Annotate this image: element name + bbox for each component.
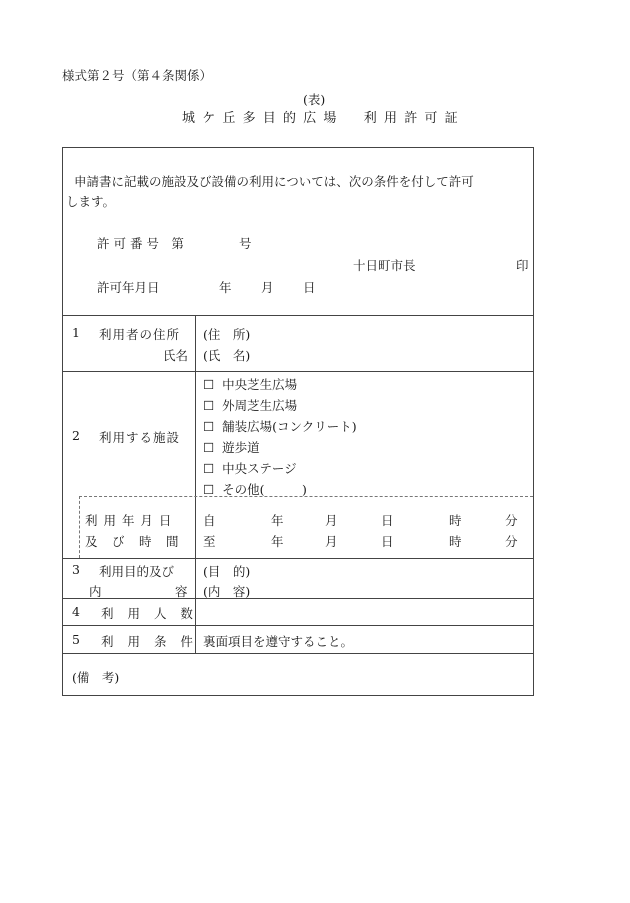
user-address-label: 利用者の住所 bbox=[99, 327, 181, 342]
hour-field[interactable]: 時 bbox=[449, 534, 462, 549]
row-number: 5 bbox=[72, 632, 80, 647]
day-field[interactable]: 日 bbox=[381, 534, 394, 549]
row-number: 3 bbox=[72, 562, 80, 577]
checkbox-icon[interactable]: ☐ bbox=[203, 377, 215, 392]
year-field[interactable]: 年 bbox=[271, 513, 284, 528]
from-label: 自 bbox=[203, 513, 216, 528]
checkbox-icon[interactable]: ☐ bbox=[203, 440, 215, 455]
permit-date-day: 日 bbox=[303, 280, 316, 295]
divider bbox=[63, 598, 533, 599]
month-field[interactable]: 月 bbox=[325, 513, 338, 528]
facility-option[interactable]: ☐ 遊歩道 bbox=[203, 440, 260, 455]
day-field[interactable]: 日 bbox=[381, 513, 394, 528]
form-number: 様式第２号（第４条関係） bbox=[62, 68, 213, 83]
to-label: 至 bbox=[203, 534, 216, 549]
issuer: 十日町市長 bbox=[353, 258, 416, 273]
period-label: 利 用 年 月 日 bbox=[85, 513, 173, 528]
divider bbox=[63, 315, 533, 316]
checkbox-icon[interactable]: ☐ bbox=[203, 461, 215, 476]
checkbox-icon[interactable]: ☐ bbox=[203, 398, 215, 413]
period-label: 及 び 時 間 bbox=[85, 534, 180, 549]
purpose-label: 内 bbox=[89, 584, 102, 599]
column-divider bbox=[195, 315, 196, 653]
month-field[interactable]: 月 bbox=[325, 534, 338, 549]
dashed-divider bbox=[79, 496, 80, 558]
conditions-value: 裏面項目を遵守すること。 bbox=[203, 634, 354, 649]
purpose-field[interactable]: (目 的) bbox=[203, 564, 251, 579]
permit-text-line2: します。 bbox=[66, 194, 116, 209]
seal-mark: 印 bbox=[516, 258, 529, 273]
permit-number-label: 許 可 番 号 第 bbox=[97, 236, 184, 251]
purpose-label: 利用目的及び bbox=[99, 564, 175, 579]
page-title: 城ケ丘多目的広場 利用許可証 bbox=[182, 111, 465, 126]
remarks-label: (備 考) bbox=[72, 670, 120, 685]
hour-field[interactable]: 時 bbox=[449, 513, 462, 528]
row-number: 1 bbox=[72, 325, 80, 340]
address-field[interactable]: (住 所) bbox=[203, 327, 251, 342]
row-number: 2 bbox=[72, 428, 80, 443]
facility-option[interactable]: ☐ 舗装広場(コンクリート) bbox=[203, 419, 357, 434]
divider bbox=[63, 653, 533, 654]
minute-field[interactable]: 分 bbox=[505, 513, 518, 528]
checkbox-icon[interactable]: ☐ bbox=[203, 482, 215, 497]
permit-text-line1: 申請書に記載の施設及び設備の利用については、次の条件を付して許可 bbox=[74, 174, 474, 189]
divider bbox=[63, 371, 533, 372]
checkbox-icon[interactable]: ☐ bbox=[203, 419, 215, 434]
permit-number-suffix: 号 bbox=[239, 236, 252, 251]
facility-option[interactable]: ☐ その他( ) bbox=[203, 482, 307, 497]
divider bbox=[63, 558, 533, 559]
facility-option[interactable]: ☐ 外周芝生広場 bbox=[203, 398, 298, 413]
minute-field[interactable]: 分 bbox=[505, 534, 518, 549]
side-label: (表) bbox=[303, 92, 326, 107]
conditions-label: 利 用 条 件 bbox=[101, 634, 198, 649]
permit-form bbox=[62, 147, 534, 696]
user-name-label: 氏名 bbox=[163, 348, 189, 363]
permit-date-month: 月 bbox=[261, 280, 274, 295]
name-field[interactable]: (氏 名) bbox=[203, 348, 251, 363]
row-number: 4 bbox=[72, 604, 80, 619]
facility-label: 利用する施設 bbox=[99, 430, 181, 445]
content-field[interactable]: (内 容) bbox=[203, 584, 251, 599]
purpose-label: 容 bbox=[175, 584, 188, 599]
year-field[interactable]: 年 bbox=[271, 534, 284, 549]
people-label: 利 用 人 数 bbox=[101, 606, 198, 621]
divider bbox=[63, 625, 533, 626]
permit-date-label: 許可年月日 bbox=[97, 280, 160, 295]
facility-option[interactable]: ☐ 中央ステージ bbox=[203, 461, 297, 476]
facility-option[interactable]: ☐ 中央芝生広場 bbox=[203, 377, 298, 392]
permit-date-year: 年 bbox=[219, 280, 232, 295]
